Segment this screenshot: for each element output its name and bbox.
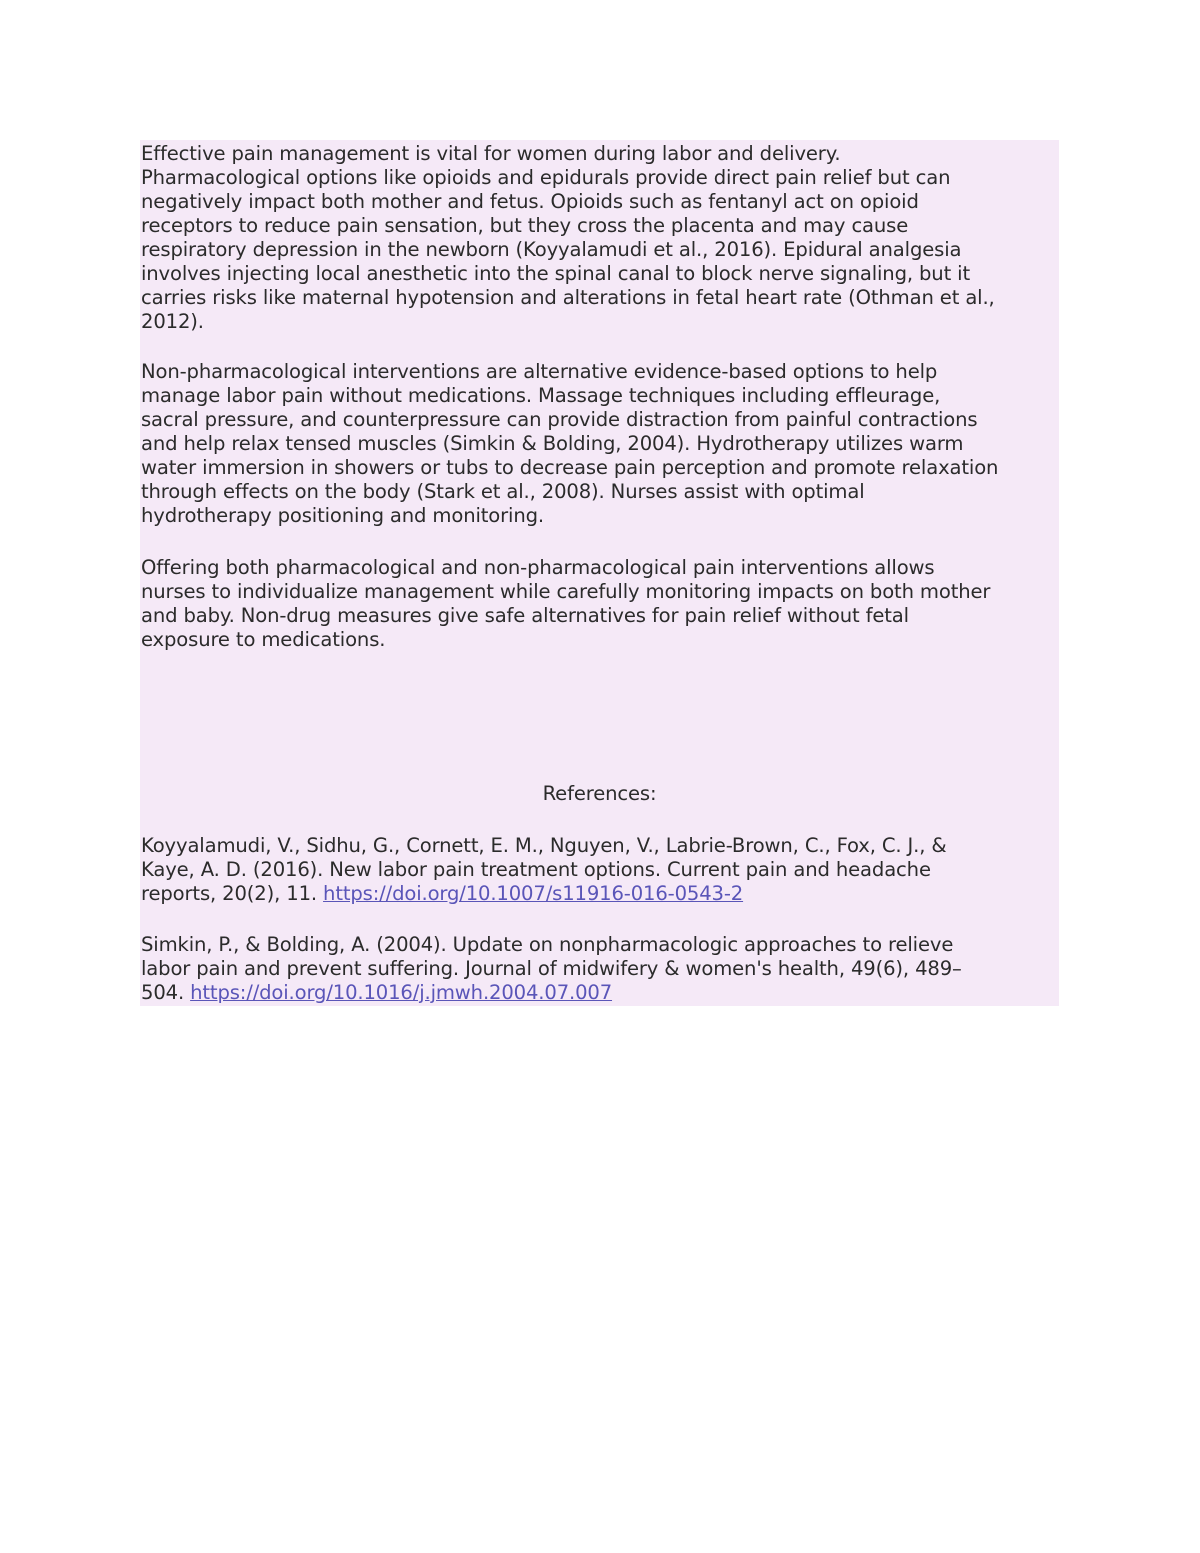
reference-entry — [141, 834, 1059, 906]
paragraph-non-pharmacological: Non-pharmacological interventions are alternative evidence-based options to help manage labor pain without medications. Massage techniques including effleurage, sacral pressure, and counterpressure can provide distraction from painful contractions and help relax tensed muscles (Simkin & Bolding, 2004). Hydrotherapy utilizes warm water immersion in showers or tubs to decrease pain perception and promote relaxation through effects on the body (Stark et al., 2008). Nurses assist with optimal hydrotherapy positioning and monitoring. — [141, 360, 999, 527]
highlighted-text-block — [140, 140, 1059, 1006]
reference-doi-link[interactable]: https://doi.org/10.1007/s11916-016-0543-2 — [323, 882, 744, 905]
reference-entry — [141, 933, 1059, 1005]
paragraph-intro: Effective pain management is vital for women during labor and delivery. Pharmacological options like opioids and epidurals provide direct pain relief but can negatively impact both mother and fetus. Opioids such as fentanyl act on opioid receptors to reduce pain sensation, but they cross the placenta and may cause respiratory depression in the newborn (Koyyalamudi et al., 2016). Epidural analgesia involves injecting local anesthetic into the spinal canal to block nerve signaling, but it carries risks like maternal hypotension and alterations in fetal heart rate (Othman et al., 2012). — [141, 142, 995, 333]
reference-text: Simkin, P., & Bolding, A. (2004). Update on nonpharmacologic approaches to relieve labor pain and prevent suffering. Journal of midwifery & women's health, 49(6), 489– 504. — [141, 933, 962, 1004]
paragraph-conclusion: Offering both pharmacological and non-pharmacological pain interventions allows nurses to individualize management while carefully monitoring impacts on both mother and baby. Non-drug measures give safe alternatives for pain relief without fetal exposure to medications. — [141, 556, 991, 651]
reference-doi-link[interactable]: https://doi.org/10.1016/j.jmwh.2004.07.007 — [190, 981, 613, 1004]
references-heading: References: — [542, 782, 657, 805]
reference-text: Koyyalamudi, V., Sidhu, G., Cornett, E. M., Nguyen, V., Labrie-Brown, C., Fox, C. J., & Kaye, A. D. (2016). New labor pain treatment options. Current pain and headache reports, 20(2), 11. — [141, 834, 947, 905]
